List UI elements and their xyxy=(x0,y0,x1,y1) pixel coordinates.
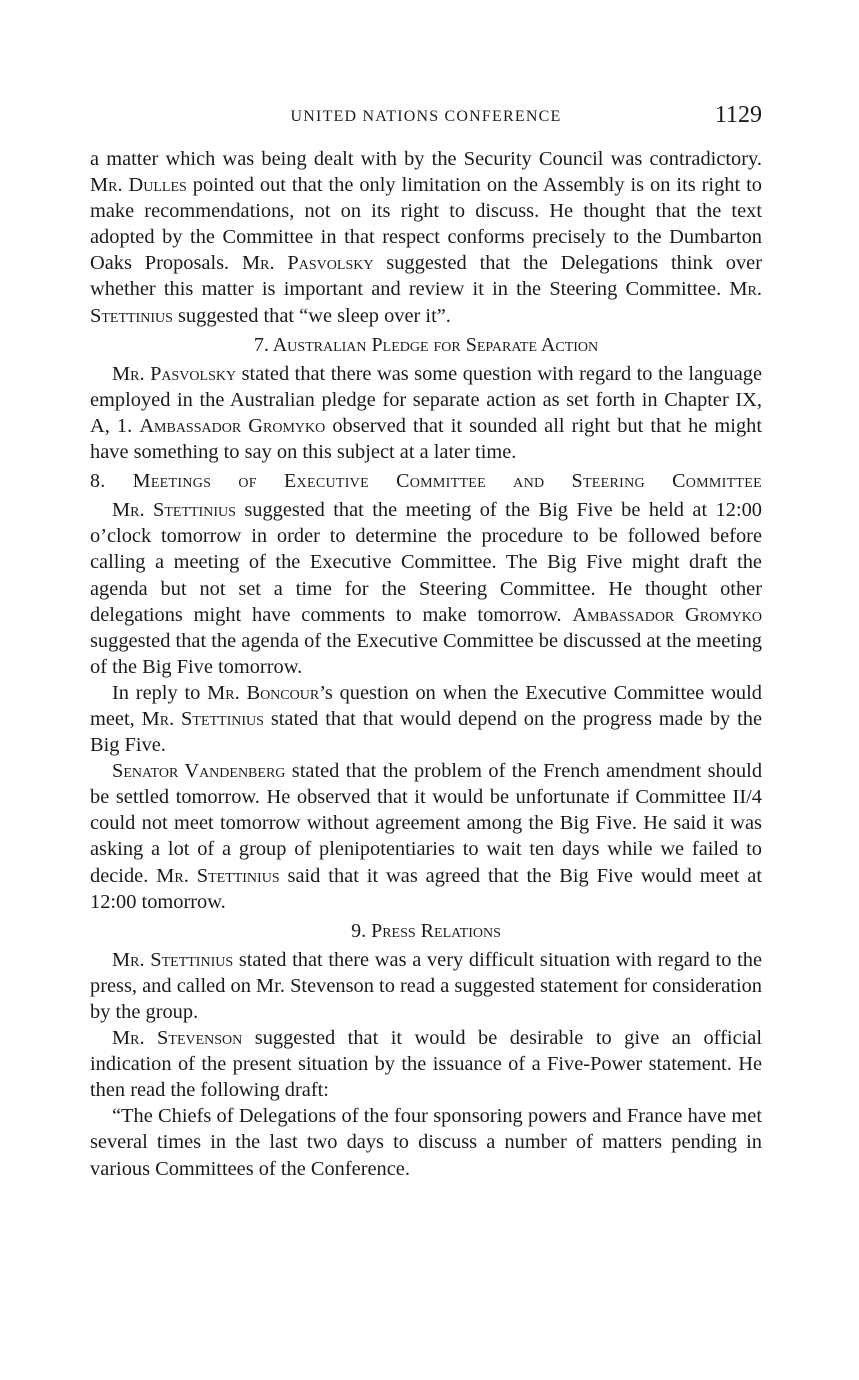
text-run: suggested that the agenda of the Executive Committee be discussed at the meeting of the Big Five tomorrow. xyxy=(90,629,762,678)
text-run: In reply to xyxy=(112,681,208,704)
speaker-name: Mr. Stettinius xyxy=(112,948,234,971)
text-run: stated that the problem of the French amendment should be settled tomorrow. He observed that it would be unfortunate if Committee II/4 could not meet tomorrow without agreement among the Big Five. He said it was asking a lot of a group of plenipotentiaries to wait ten days while we failed to decide. xyxy=(90,760,763,887)
text-run: suggested that it would be desirable to give an official indication of the present situation by the issuance of a Five-Power statement. He then read the following draft: xyxy=(90,1027,762,1102)
paragraph xyxy=(90,947,762,1025)
text-run: stated that that would depend on the progress made by the Big Five. xyxy=(90,707,762,757)
speaker-name: Mr. Stettinius xyxy=(90,278,762,327)
paragraph-continuation xyxy=(90,146,762,329)
text-run: a matter which was being dealt with by the Security Council was contradictory. xyxy=(90,148,762,170)
text-run: suggested that the Delegations think over whether this matter is important and review it in the Steering Committee. xyxy=(90,252,762,301)
speaker-name: Mr. Stettinius xyxy=(141,707,264,730)
speaker-name: Mr. Dulles xyxy=(90,174,187,197)
text-run: “The Chiefs of Delegations of the four sponsoring powers and France have met several times in the last two days to discuss a number of matters pending in various Committees of the Conference. xyxy=(90,1105,762,1180)
speaker-name: Mr. Pasvolsky xyxy=(112,362,237,385)
paragraph xyxy=(90,497,762,680)
page-number: 1129 xyxy=(714,102,762,128)
quoted-statement xyxy=(90,1103,762,1181)
text-run: observed that it sounded all right but that he might have something to say on this subject at a later time. xyxy=(90,414,763,464)
section-heading-8: 8. Meetings of Executive Committee and Steering Committee xyxy=(90,470,762,493)
body-text xyxy=(90,146,762,1182)
text-run: ’s question on when the Executive Committee would meet, xyxy=(90,681,762,730)
speaker-name: Mr. Boncour xyxy=(207,681,320,704)
text-run: stated that there was a very difficult situation with regard to the press, and called on Mr. Stevenson to read a suggested statement for consideration by the group. xyxy=(90,948,762,1023)
paragraph xyxy=(90,1025,762,1103)
running-header xyxy=(90,104,762,134)
section-heading-7: 7. Australian Pledge for Separate Action xyxy=(253,333,599,356)
running-title: UNITED NATIONS CONFERENCE xyxy=(290,108,562,125)
speaker-name: Mr. Pasvolsky xyxy=(242,252,374,275)
speaker-name: Senator Vandenberg xyxy=(112,760,286,783)
text-run: suggested that the meeting of the Big Five be held at 12:00 o’clock tomorrow in order to determine the procedure to be followed before calling a meeting of the Executive Committee. The Big Five might draft the agenda but not set a time for the Steering Committee. He thought other delegations might have comments to make tomorrow. xyxy=(90,499,762,626)
text-run: pointed out that the only limitation on the Assembly is on its right to make recommendations, not on its right to discuss. He thought that the text adopted by the Committee in that respect conforms precisely to the Dumbarton Oaks Proposals. xyxy=(90,174,762,275)
text-run: suggested that “we sleep over it”. xyxy=(172,304,451,327)
paragraph xyxy=(90,361,762,465)
speaker-name: Mr. Stettinius xyxy=(112,499,236,522)
paragraph xyxy=(90,758,762,915)
paragraph xyxy=(90,680,762,758)
section-heading-9: 9. Press Relations xyxy=(351,919,501,942)
speaker-name: Mr. Stevenson xyxy=(112,1027,243,1050)
speaker-name: Ambassador Gromyko xyxy=(139,414,326,437)
speaker-name: Mr. Stettinius xyxy=(156,864,280,887)
text-run: said that it was agreed that the Big Five would meet at 12:00 tomorrow. xyxy=(90,864,762,913)
text-run: stated that there was some question with regard to the language employed in the Australian pledge for separate action as set forth in Chapter IX, A, 1. xyxy=(90,362,762,437)
speaker-name: Ambassador Gromyko xyxy=(572,603,762,626)
